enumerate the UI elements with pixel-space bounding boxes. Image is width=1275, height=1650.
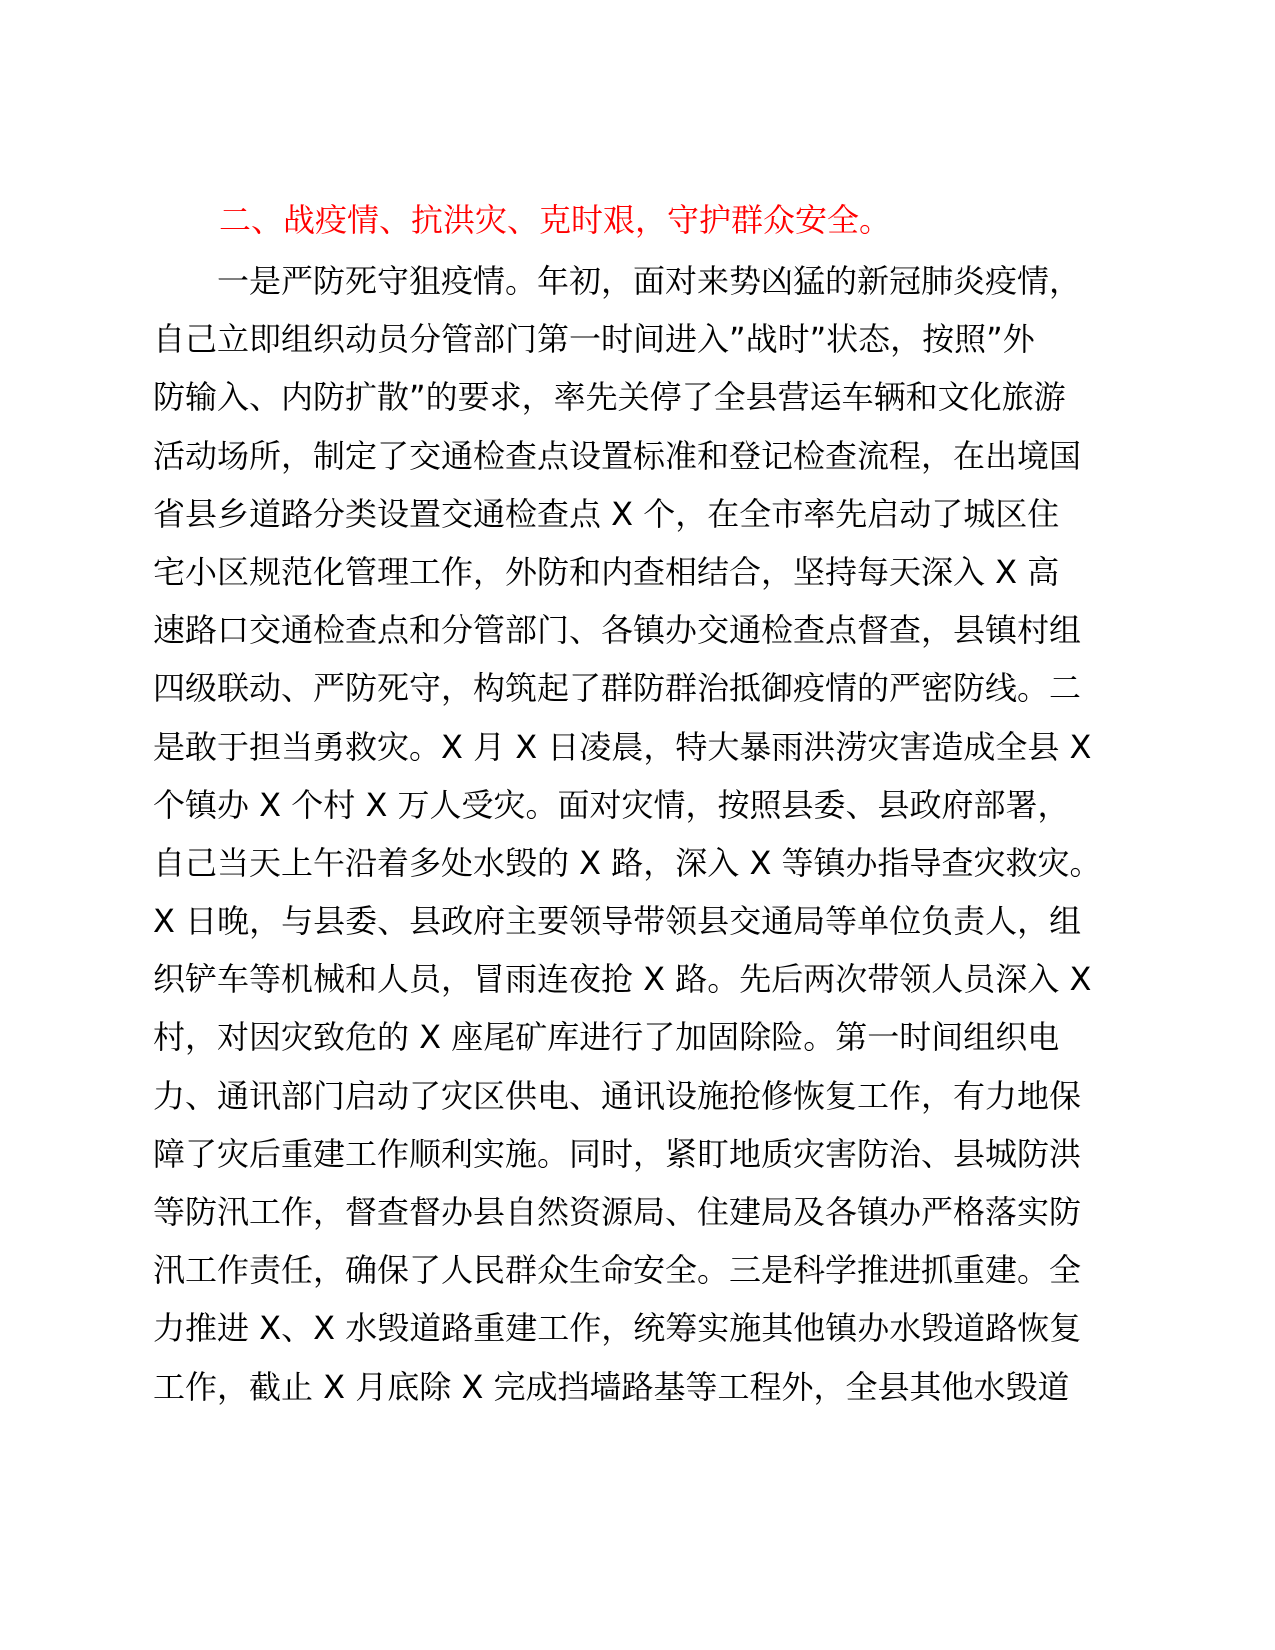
text-line: 宅小区规范化管理工作，外防和内查相结合，坚持每天深入 X 高 bbox=[153, 552, 1060, 591]
text-line: 障了灾后重建工作顺利实施。同时，紧盯地质灾害防治、县城防洪 bbox=[153, 1134, 1082, 1173]
text-line: 一是严防死守狙疫情。年初，面对来势凶猛的新冠肺炎疫情， bbox=[153, 262, 1082, 300]
text-line: 省县乡道路分类设置交通检查点 X 个，在全市率先启动了城区住 bbox=[153, 494, 1060, 533]
text-line: 汛工作责任，确保了人民群众生命安全。三是科学推进抓重建。全 bbox=[153, 1251, 1082, 1290]
text-line: 个镇办 X 个村 X 万人受灾。面对灾情，按照县委、县政府部署， bbox=[153, 785, 1070, 824]
text-line: 四级联动、严防死守，构筑起了群防群治抵御疫情的严密防线。二 bbox=[153, 669, 1082, 708]
text-line: 村，对因灾致危的 X 座尾矿库进行了加固除险。第一时间组织电 bbox=[153, 1018, 1060, 1057]
text-line: 力推进 X、X 水毁道路重建工作，统筹实施其他镇办水毁道路恢复 bbox=[153, 1309, 1082, 1348]
text-line: 等防汛工作，督查督办县自然资源局、住建局及各镇办严格落实防 bbox=[153, 1193, 1082, 1231]
text-line: 自己当天上午沿着多处水毁的 X 路，深入 X 等镇办指导查灾救灾。 bbox=[153, 843, 1102, 882]
text-line: 织铲车等机械和人员，冒雨连夜抢 X 路。先后两次带领人员深入 X bbox=[153, 960, 1092, 999]
text-line: X 日晚，与县委、县政府主要领导带领县交通局等单位负责人，组 bbox=[153, 902, 1082, 941]
text-line: 速路口交通检查点和分管部门、各镇办交通检查点督查，县镇村组 bbox=[153, 611, 1082, 650]
text-line: 自己立即组织动员分管部门第一时间进入”战时”状态，按照”外 bbox=[153, 320, 1035, 359]
body-paragraph bbox=[153, 252, 1123, 1416]
text-line: 活动场所，制定了交通检查点设置标准和登记检查流程，在出境国 bbox=[153, 436, 1082, 475]
text-line: 是敢于担当勇救灾。X 月 X 日凌晨，特大暴雨洪涝灾害造成全县 X bbox=[153, 727, 1092, 766]
text-line: 工作，截止 X 月底除 X 完成挡墙路基等工程外，全县其他水毁道 bbox=[153, 1367, 1070, 1406]
text-line: 防输入、内防扩散”的要求，率先关停了全县营运车辆和文化旅游 bbox=[153, 378, 1066, 417]
text-line: 力、通讯部门启动了灾区供电、通讯设施抢修恢复工作，有力地保 bbox=[153, 1076, 1082, 1115]
section-heading: 二、战疫情、抗洪灾、克时艰，守护群众安全。 bbox=[219, 201, 892, 239]
